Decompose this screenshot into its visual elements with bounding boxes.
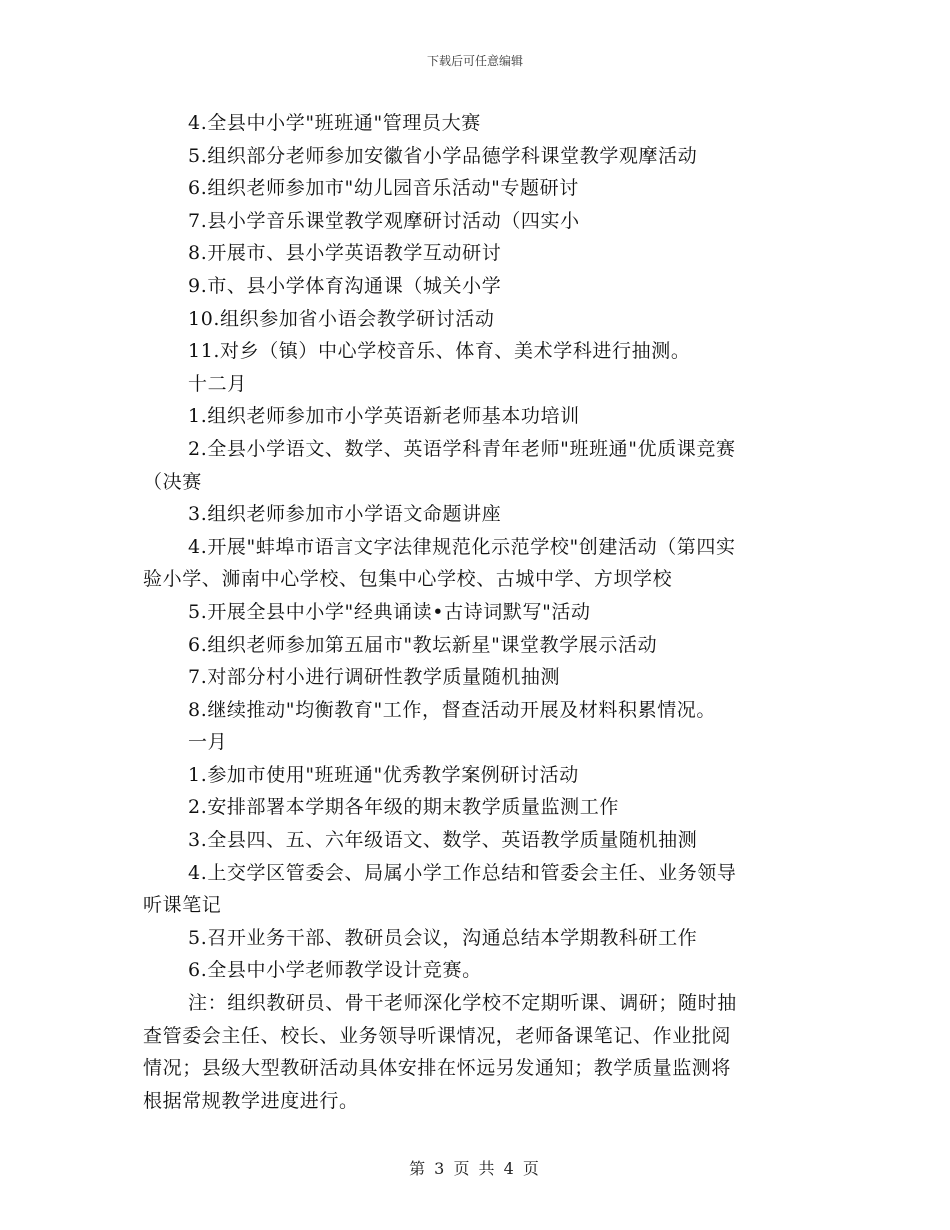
text-line: 一月 [188,731,228,754]
text-line: （决赛 [143,470,202,493]
text-line: 4.开展"蚌埠市语言文字法律规范化示范学校"创建活动（第四实 [188,535,736,558]
text-line: 5.组织部分老师参加安徽省小学品德学科课堂教学观摩活动 [188,144,698,167]
page-footer: 第 3 页 共 4 页 [409,1159,541,1178]
text-line: 听课笔记 [143,894,222,917]
text-line: 5.召开业务干部、教研员会议，沟通总结本学期教科研工作 [188,926,698,949]
text-line: 十二月 [188,372,247,395]
text-line: 5.开展全县中小学"经典诵读•古诗词默写"活动 [188,600,591,623]
text-line: 1.组织老师参加市小学英语新老师基本功培训 [188,405,580,428]
text-line: 3.组织老师参加市小学语文命题讲座 [188,503,502,526]
text-line: 4.上交学区管委会、局属小学工作总结和管委会主任、业务领导 [188,861,737,884]
text-line: 验小学、浉南中心学校、包集中心学校、古城中学、方坝学校 [143,568,673,591]
text-line: 根据常规教学进度进行。 [143,1089,359,1112]
text-line: 10.组织参加省小语会教学研讨活动 [188,307,495,330]
text-line: 11.对乡（镇）中心学校音乐、体育、美术学科进行抽测。 [188,340,691,363]
text-line: 2.全县小学语文、数学、英语学科青年老师"班班通"优质课竞赛 [188,437,736,460]
text-line: 1.参加市使用"班班通"优秀教学案例研讨活动 [188,763,579,786]
page-header: 下载后可任意编辑 [426,54,523,68]
document-body [143,107,803,1117]
text-line: 注：组织教研员、骨干老师深化学校不定期听课、调研；随时抽 [188,992,737,1015]
text-line: 7.县小学音乐课堂教学观摩研讨活动（四实小 [188,209,580,232]
text-line: 6.组织老师参加市"幼儿园音乐活动"专题研讨 [188,177,579,200]
text-line: 8.继续推动"均衡教育"工作，督查活动开展及材料积累情况。 [188,698,717,721]
text-line: 6.组织老师参加第五届市"教坛新星"课堂教学展示活动 [188,633,658,656]
text-line: 3.全县四、五、六年级语文、数学、英语教学质量随机抽测 [188,829,698,852]
text-line: 7.对部分村小进行调研性教学质量随机抽测 [188,666,561,689]
text-line: 9.市、县小学体育沟通课（城关小学 [188,274,502,297]
text-line: 8.开展市、县小学英语教学互动研讨 [188,242,502,265]
text-line: 2.安排部署本学期各年级的期末教学质量监测工作 [188,796,619,819]
text-line: 查管委会主任、校长、业务领导听课情况，老师备课笔记、作业批阅 [143,1024,732,1047]
text-line: 情况；县级大型教研活动具体安排在怀远另发通知；教学质量监测将 [143,1057,732,1080]
text-line: 4.全县中小学"班班通"管理员大赛 [188,112,481,134]
text-line: 6.全县中小学老师教学设计竞赛。 [188,959,482,982]
